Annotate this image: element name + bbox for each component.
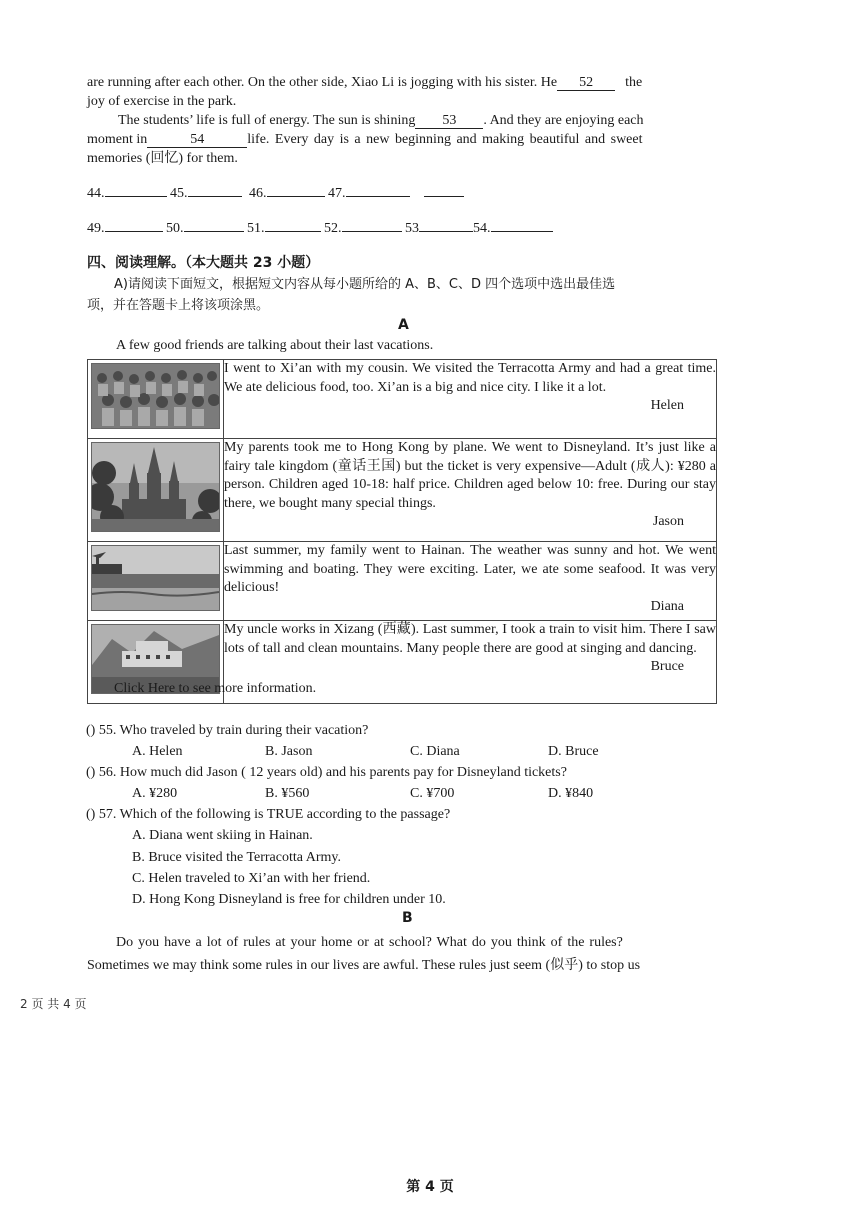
cloze-text: memories (回忆) for them.	[87, 151, 238, 166]
question-57	[86, 805, 450, 824]
option[interactable]: B. Bruce visited the Terracotta Army.	[132, 850, 341, 865]
entry-name: Diana	[650, 598, 684, 614]
question-56	[86, 763, 567, 782]
answer-number: 45.	[170, 186, 188, 201]
entry-name: Jason	[652, 514, 684, 529]
section-instruction: A)请阅读下面短文，根据短文内容从每小题所给的 A、B、C、D 四个选项中选出最佳选	[114, 277, 616, 292]
entry-text-cell	[224, 360, 717, 439]
cloze-text: are running after each other. On the other side, Xiao Li is jogging with his sister. He	[87, 75, 558, 90]
answer-number: 47.	[328, 186, 346, 201]
answer-number: 54.	[473, 221, 491, 236]
answer-number: 46.	[249, 186, 267, 201]
entry-text-cell	[224, 542, 717, 621]
option[interactable]: A. Helen	[132, 744, 183, 759]
answer-blank[interactable]	[346, 183, 410, 197]
answer-number: 51.	[247, 221, 265, 236]
option[interactable]: C. Diana	[410, 744, 460, 759]
option[interactable]: D. ¥840	[548, 786, 594, 801]
cloze-text: the	[625, 75, 643, 90]
question-stem: ) 55. Who traveled by train during their vacation?	[90, 723, 369, 738]
photo-cell	[88, 439, 224, 542]
question-stem: ) 57. Which of the following is TRUE according to the passage?	[90, 807, 451, 822]
answer-blank[interactable]	[105, 218, 163, 232]
option[interactable]: C. ¥700	[410, 786, 455, 801]
option[interactable]: D. Bruce	[548, 744, 599, 759]
answer-number: 44.	[87, 186, 105, 201]
answer-blank[interactable]	[491, 218, 553, 232]
vacation-table	[87, 359, 717, 704]
option[interactable]: B. Jason	[265, 744, 313, 759]
cloze-line-2	[87, 92, 236, 111]
answer-paren[interactable]: (	[86, 807, 91, 822]
passage-a-label: A	[398, 317, 409, 333]
answer-blank[interactable]	[424, 183, 464, 197]
entry-text: I went to Xi’an with my cousin. We visited the Terracotta Army and had a great time. We ate delicious food, too. Xi’an is a big and nice city. I like it a lot.	[224, 361, 716, 395]
answer-number: 53	[405, 221, 419, 236]
answer-number: 50.	[166, 221, 184, 236]
question-55	[86, 721, 368, 740]
option[interactable]: A. Diana went skiing in Hainan.	[132, 828, 313, 843]
table-row	[88, 542, 717, 621]
page-number: 第 4 页	[406, 1179, 454, 1195]
option[interactable]: B. ¥560	[265, 786, 310, 801]
answer-row-1	[87, 183, 464, 203]
entry-name: Bruce	[650, 659, 684, 674]
cloze-text: life. Every day is a new beginning and making beautiful and sweet	[247, 132, 643, 147]
photo-cell	[88, 542, 224, 621]
option[interactable]: A. ¥280	[132, 786, 178, 801]
answer-number: 49.	[87, 221, 105, 236]
cloze-line-4	[87, 130, 643, 149]
entry-text: My uncle works in Xizang (西藏). Last summer, I took a train to visit him. There I saw lots of tall and clean mountains. Many people there are good at singing and dancing.	[224, 622, 716, 656]
hainan-beach-photo	[91, 545, 220, 611]
question-stem: ) 56. How much did Jason ( 12 years old) and his parents pay for Disneyland tickets?	[90, 765, 567, 780]
answer-blank[interactable]	[188, 183, 242, 197]
answer-blank[interactable]	[105, 183, 167, 197]
answer-number: 52.	[324, 221, 342, 236]
cloze-text: The students’ life is full of energy. The sun is shining	[118, 113, 416, 128]
passage-a-intro: A few good friends are talking about their last vacations.	[116, 338, 434, 353]
entry-text-cell	[224, 439, 717, 542]
answer-row-2	[87, 218, 553, 238]
section-heading: 四、阅读理解。（本大题共 23 小题）	[87, 255, 320, 271]
answer-paren[interactable]: (	[86, 723, 91, 738]
passage-b-line: Sometimes we may think some rules in our lives are awful. These rules just seem (似乎) to stop us	[87, 958, 641, 973]
section-instruction: 项，并在答题卡上将该项涂黑。	[87, 298, 270, 313]
cloze-text: moment in	[87, 132, 148, 147]
cloze-text: joy of exercise in the park.	[87, 94, 237, 109]
cloze-line-1	[87, 73, 691, 92]
photo-cell	[88, 360, 224, 439]
blank-53: 53	[415, 113, 483, 129]
entry-name: Helen	[650, 398, 684, 413]
blank-52: 52	[557, 75, 615, 91]
entry-text: Last summer, my family went to Hainan. The weather was sunny and hot. We went swimming and boating. They were exciting. Later, we ate some seafood. It was very delicious!	[224, 543, 716, 595]
disneyland-castle-photo	[91, 442, 220, 532]
entry-text: My parents took me to Hong Kong by plane. We went to Disneyland. It’s just like a fairy tale kingdom (童话王国) but the ticket is very expensive—Adult (成人): ¥280 a person. Children aged 10-18: half price. Children aged below 10: free. During our stay there, we bought many special things.	[224, 440, 716, 511]
more-info-link[interactable]: Click Here to see more information.	[114, 681, 317, 696]
answer-blank[interactable]	[419, 218, 473, 232]
cloze-line-5	[87, 149, 238, 168]
answer-blank[interactable]	[265, 218, 321, 232]
table-row	[88, 360, 717, 439]
answer-paren[interactable]: (	[86, 765, 91, 780]
answer-blank[interactable]	[184, 218, 244, 232]
option[interactable]: D. Hong Kong Disneyland is free for children under 10.	[132, 892, 446, 907]
page-footer-left: 2 页 共 4 页	[20, 997, 87, 1011]
cloze-text: . And they are enjoying each	[483, 113, 644, 128]
passage-b-line: Do you have a lot of rules at your home or at school? What do you think of the rules?	[116, 935, 623, 950]
blank-54: 54	[147, 132, 247, 148]
option[interactable]: C. Helen traveled to Xi’an with her friend.	[132, 871, 371, 886]
answer-blank[interactable]	[342, 218, 402, 232]
answer-blank[interactable]	[267, 183, 325, 197]
cloze-line-3	[118, 111, 644, 130]
passage-b-label: B	[402, 910, 413, 926]
table-row	[88, 439, 717, 542]
terracotta-army-photo	[91, 363, 220, 429]
